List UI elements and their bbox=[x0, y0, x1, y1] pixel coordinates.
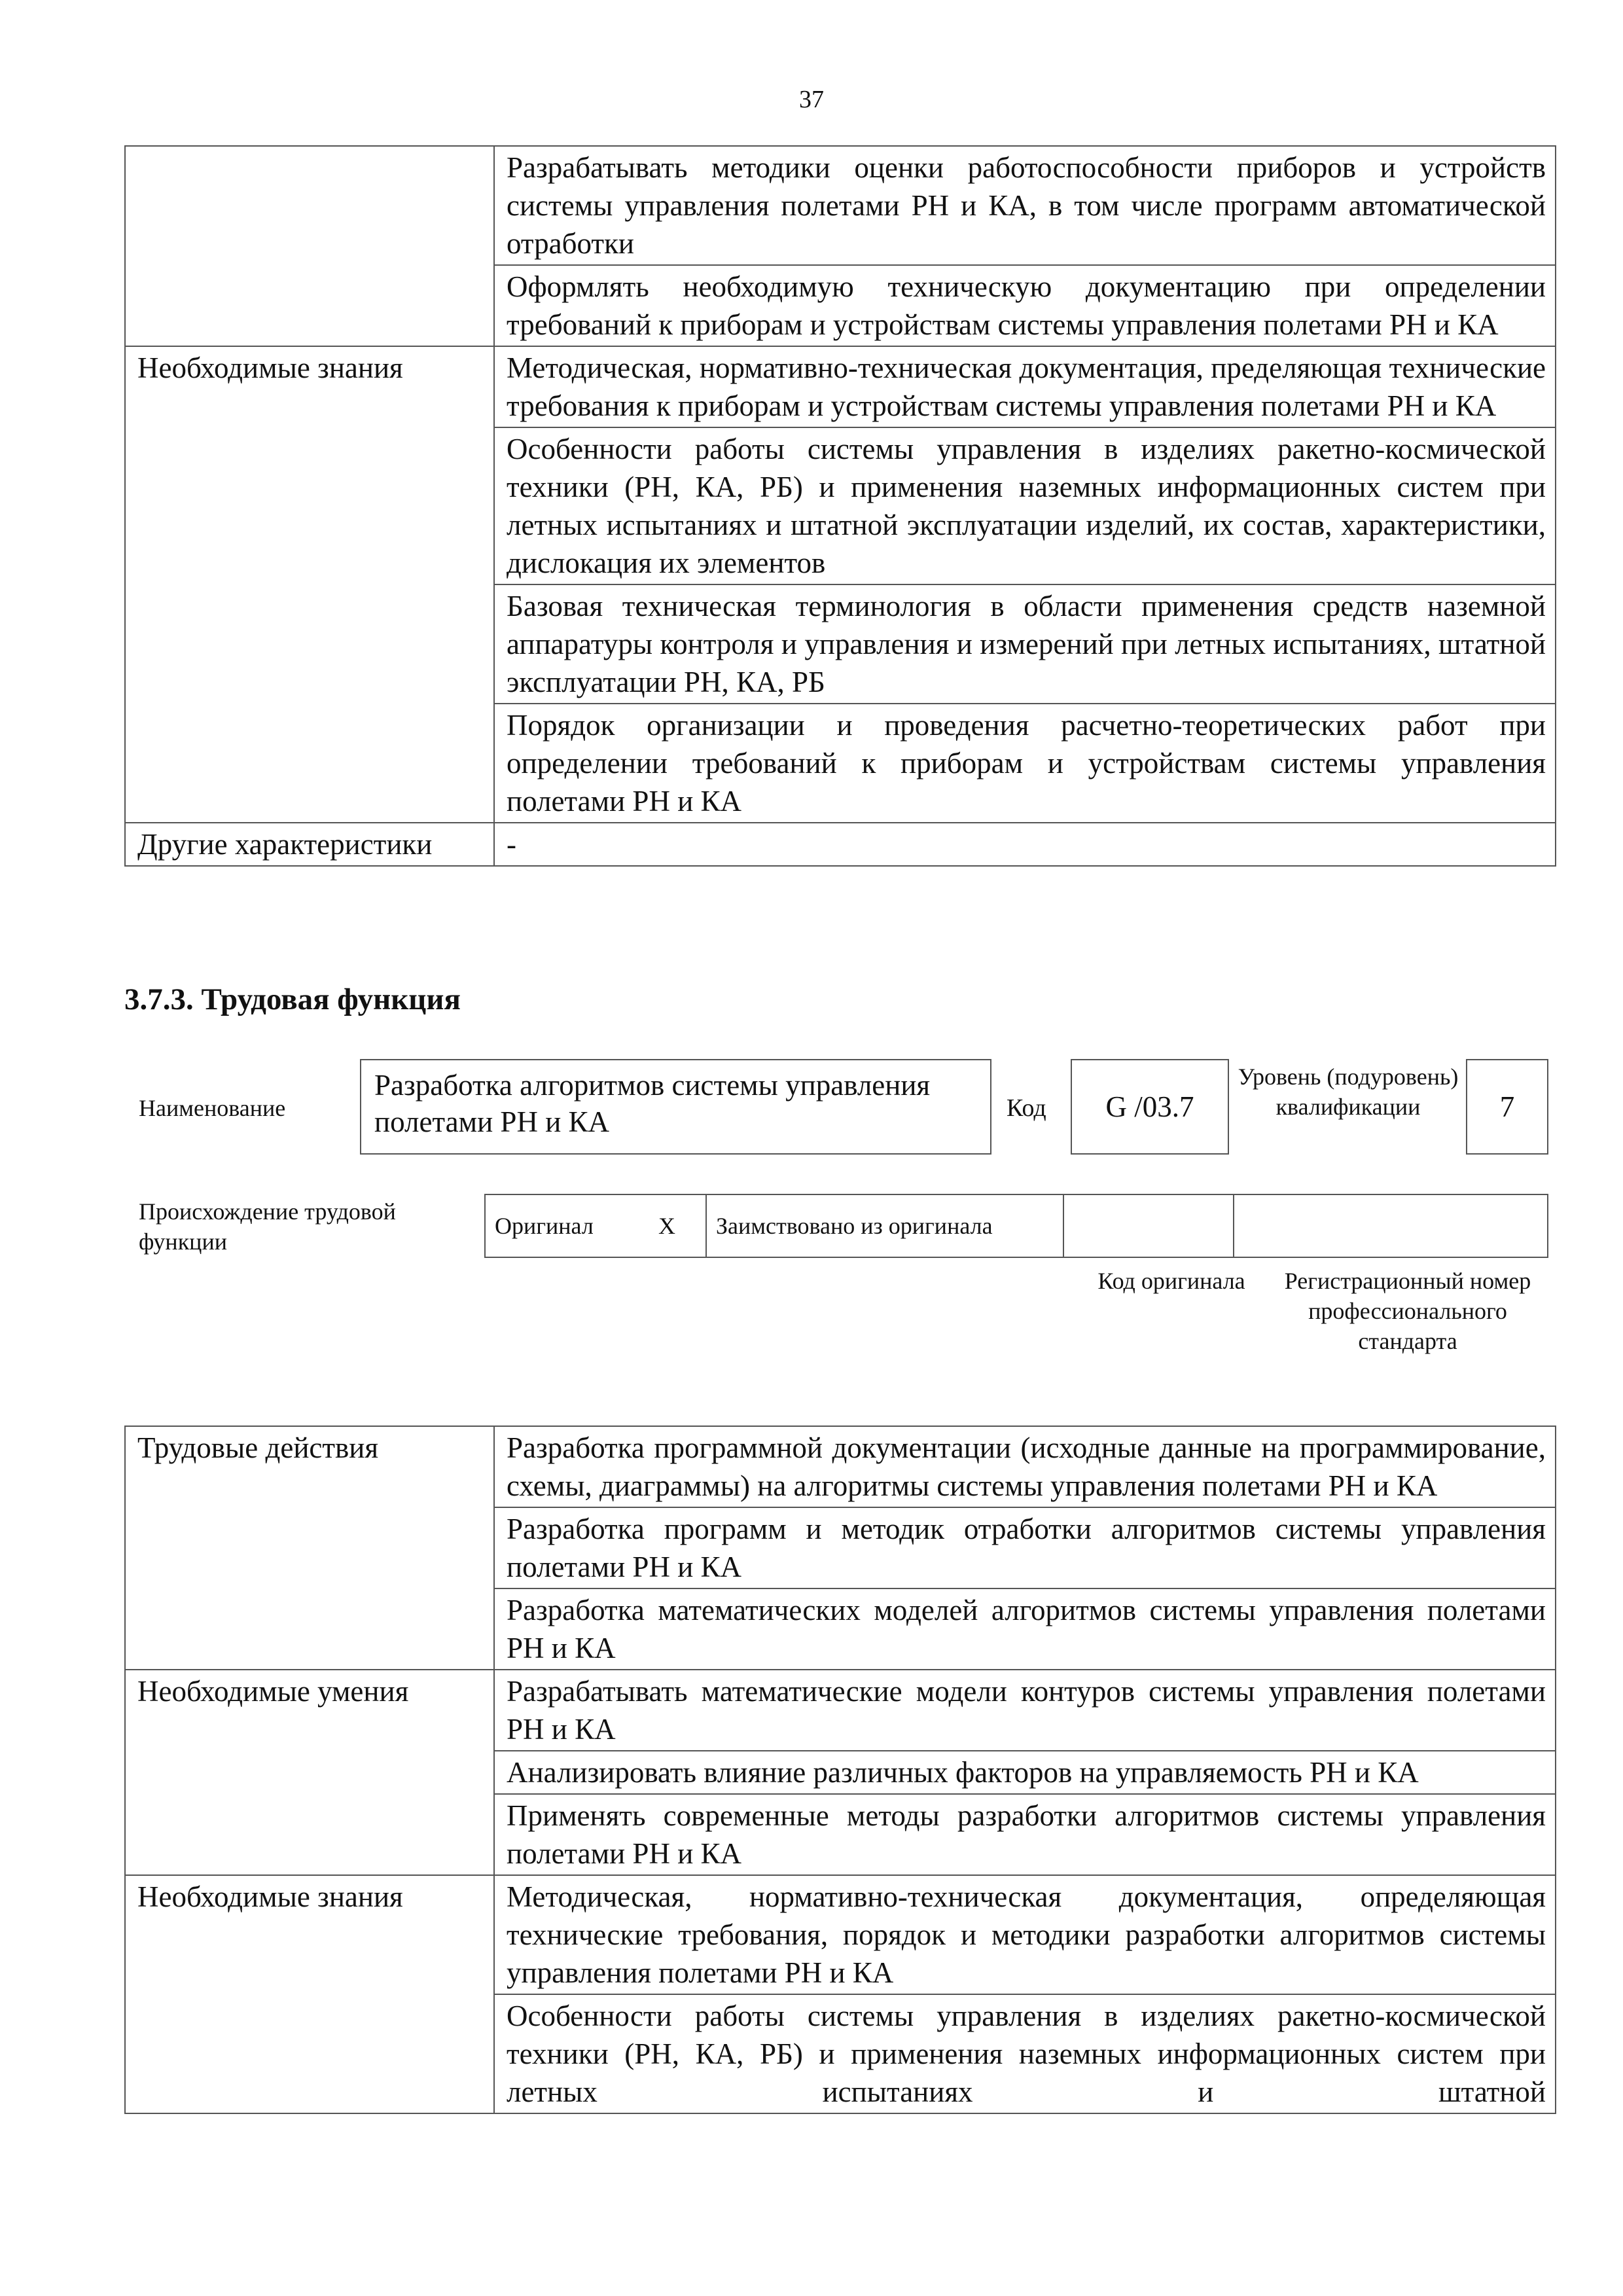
row-label bbox=[125, 146, 494, 265]
original-mark: X bbox=[628, 1194, 706, 1257]
registration-caption: Регистрационный номер профессионального стандарта bbox=[1284, 1268, 1531, 1354]
qualification-level-box: 7 bbox=[1466, 1059, 1548, 1155]
requirements-table-continued bbox=[124, 145, 1556, 867]
row-label-knowledge: Необходимые знания bbox=[125, 1875, 494, 2113]
row-content: Оформлять необходимую техническую документацию при определении требований к приборам и устройствам системы управления полетами РН и КА bbox=[494, 265, 1556, 346]
row-content: - bbox=[494, 823, 1556, 866]
row-content: Методическая, нормативно-техническая документация, определяющая технические требования, порядок и методики разработки алгоритмов системы управления полетами РН и КА bbox=[494, 1875, 1556, 1994]
name-label: Наименование bbox=[139, 1095, 286, 1121]
table-row bbox=[125, 265, 1556, 346]
table-row bbox=[125, 1426, 1556, 1507]
row-content: Порядок организации и проведения расчетно-теоретических работ при определении требований к приборам и устройствам системы управления полетами РН и КА bbox=[494, 704, 1556, 823]
row-label-skills: Необходимые умения bbox=[125, 1670, 494, 1875]
table-row bbox=[125, 823, 1556, 866]
row-content: Разработка математических моделей алгоритмов системы управления полетами РН и КА bbox=[494, 1588, 1556, 1670]
registration-number-cell bbox=[1234, 1194, 1548, 1257]
origin-table bbox=[484, 1194, 1548, 1258]
original-label: Оригинал bbox=[485, 1194, 628, 1257]
borrowed-label: Заимствовано из оригинала bbox=[706, 1194, 1063, 1257]
row-content: Анализировать влияние различных факторов на управляемость РН и КА bbox=[494, 1751, 1556, 1794]
row-content: Разработка программ и методик отработки алгоритмов системы управления полетами РН и КА bbox=[494, 1507, 1556, 1588]
table-row bbox=[125, 346, 1556, 427]
row-label-other: Другие характеристики bbox=[125, 823, 494, 866]
row-content: Разработка программной документации (исходные данные на программирование, схемы, диаграммы) на алгоритмы системы управления полетами РН и КА bbox=[494, 1426, 1556, 1507]
origin-label: Происхождение трудовой функции bbox=[139, 1198, 396, 1255]
original-code-cell bbox=[1063, 1194, 1234, 1257]
row-content: Особенности работы системы управления в изделиях ракетно-космической техники (РН, КА, РБ) и применения наземных информационных систем при летных испытаниях и штатной bbox=[494, 1994, 1556, 2113]
row-label-knowledge: Необходимые знания bbox=[125, 346, 494, 823]
row-content: Применять современные методы разработки алгоритмов системы управления полетами РН и КА bbox=[494, 1794, 1556, 1875]
section-heading: 3.7.3. Трудовая функция bbox=[124, 982, 461, 1016]
row-content: Разрабатывать методики оценки работоспособности приборов и устройств системы управления полетами РН и КА, в том числе программ автоматической отработки bbox=[494, 146, 1556, 265]
row-content: Методическая, нормативно-техническая документация, пределяющая технические требования к приборам и устройствам системы управления полетами РН и КА bbox=[494, 346, 1556, 427]
row-label bbox=[125, 265, 494, 346]
row-content: Базовая техническая терминология в области применения средств наземной аппаратуры контроля и управления и измерений при летных испытаниях, штатной эксплуатации РН, КА, РБ bbox=[494, 584, 1556, 704]
code-caption: Код оригинала bbox=[1097, 1268, 1245, 1294]
table-row bbox=[125, 146, 1556, 265]
level-label: Уровень (подуровень) квалификации bbox=[1238, 1064, 1459, 1120]
row-content: Разрабатывать математические модели контуров системы управления полетами РН и КА bbox=[494, 1670, 1556, 1751]
function-name-box: Разработка алгоритмов системы управления полетами РН и КА bbox=[360, 1059, 991, 1155]
table-row bbox=[125, 1875, 1556, 1994]
row-content: Особенности работы системы управления в изделиях ракетно-космической техники (РН, КА, РБ) и применения наземных информационных систем при летных испытаниях и штатной эксплуатации изделий, их состав, характеристики, дислокация их элементов bbox=[494, 427, 1556, 584]
page-number: 37 bbox=[799, 86, 824, 113]
labor-function-table bbox=[124, 1426, 1556, 2114]
table-row bbox=[125, 1670, 1556, 1751]
row-label-actions: Трудовые действия bbox=[125, 1426, 494, 1670]
code-label: Код bbox=[1007, 1094, 1046, 1122]
function-code-box: G /03.7 bbox=[1071, 1059, 1229, 1155]
